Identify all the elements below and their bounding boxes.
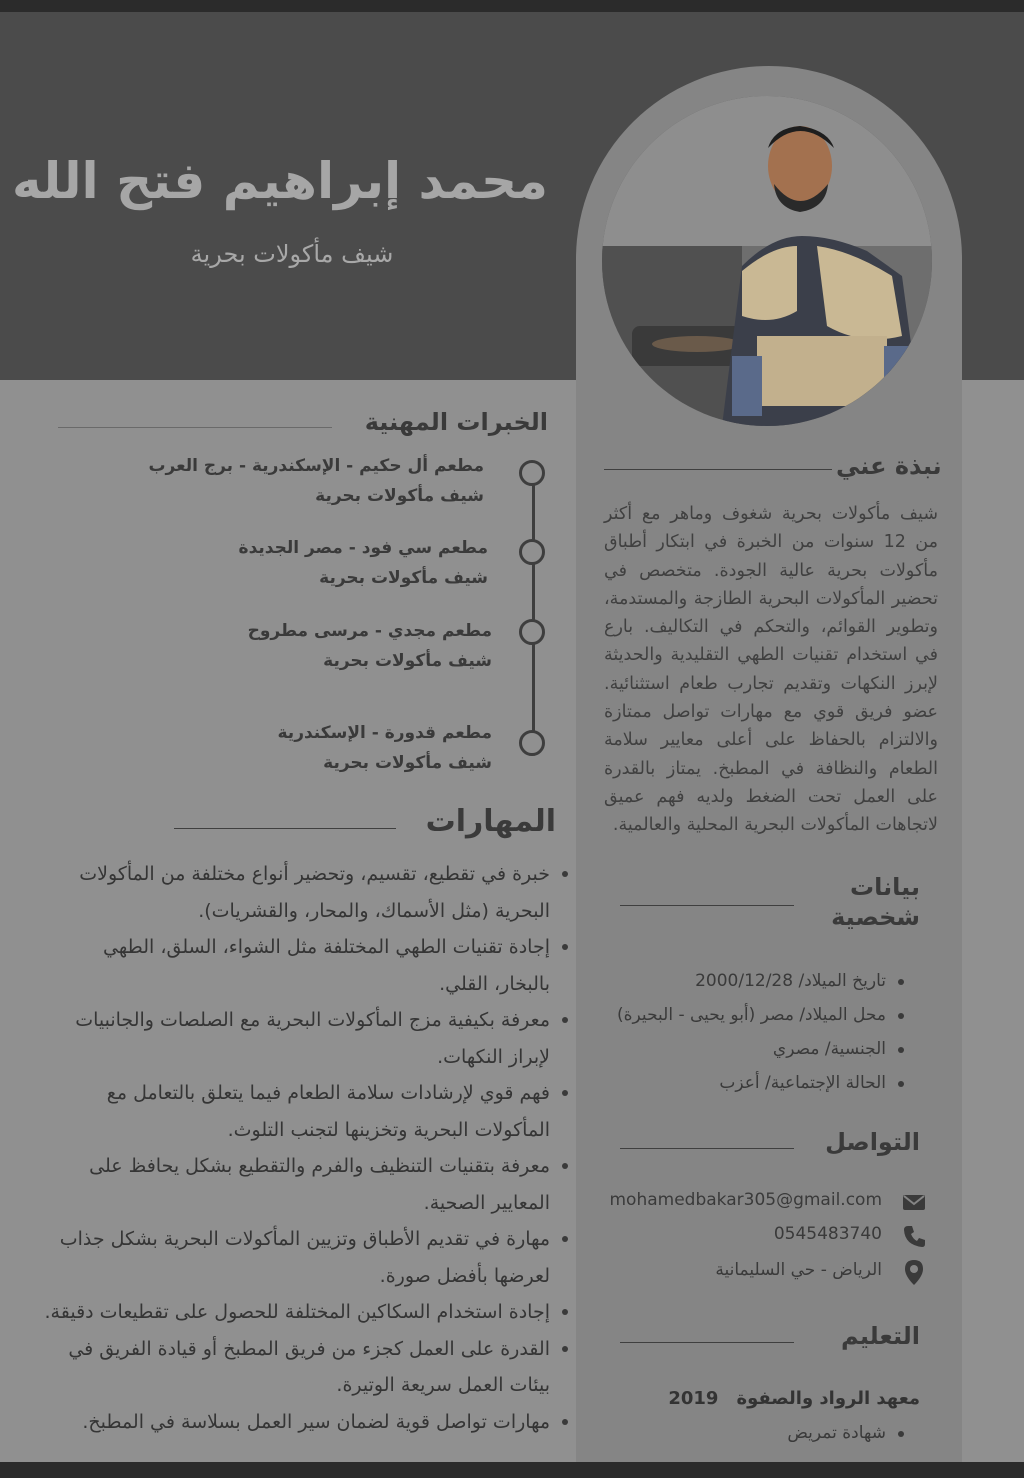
candidate-name: محمد إبراهيم فتح الله — [12, 152, 548, 210]
timeline-dot — [519, 619, 545, 645]
top-edge-bar — [0, 0, 1024, 12]
personal-title-line1: بيانات — [850, 873, 920, 901]
contact-title: التواصل — [825, 1128, 920, 1156]
contact-email[interactable]: mohamedbakar305@gmail.com — [609, 1190, 882, 1210]
timeline-dot — [519, 460, 545, 486]
skills-list — [42, 856, 572, 1440]
job-place: مطعم أل حكيم - الإسكندرية - برج العرب — [148, 456, 484, 476]
about-text: شيف مأكولات بحرية شغوف وماهر مع أكثر من 12 سنوات من الخبرة في ابتكار أطباق مأكولات بحرية عالية الجودة. متخصص في تحضير المأكولات البحرية الطازجة والمستدمة، وتطوير القوائم، والتحكم في التكاليف. بارع في استخدام تقنيات الطهي التقليدية والحديثة لإبرز النكهات وتقديم تجارب طعام استثنائية. عضو فريق قوي مع مهارات تواصل ممتازة والالتزام بالحفاظ على أعلى معايير سلامة الطعام والنظافة في المطبخ. يمتاز بالقدرة على العمل تحت الضغط ولديه فهم عميق لاتجاهات المأكولات البحرية المحلية والعالمية. — [604, 504, 938, 836]
contact-address-row — [610, 1256, 930, 1290]
job-role: شيف مأكولات بحرية — [323, 753, 492, 773]
personal-marital-status: الحالة الإجتماعية/ أعزب — [578, 1068, 908, 1102]
personal-nationality: الجنسية/ مصري — [578, 1034, 908, 1068]
skill-item: خبرة في تقطيع، تقسيم، وتحضير أنواع مختلفة من المأكولات البحرية (مثل الأسماك، والمحار، والقشريات). — [42, 856, 572, 929]
skill-item: القدرة على العمل كجزء من فريق المطبخ أو قيادة الفريق في بيئات العمل سريعة الوتيرة. — [42, 1331, 572, 1404]
phone-icon — [900, 1222, 928, 1250]
contact-phone-row[interactable] — [610, 1220, 930, 1254]
experience-item — [239, 538, 488, 588]
education-title: التعليم — [841, 1322, 920, 1350]
timeline-dot — [519, 539, 545, 565]
skill-item: فهم قوي لإرشادات سلامة الطعام فيما يتعلق بالتعامل مع المأكولات البحرية وتخزينها لتجنب التلوث. — [42, 1075, 572, 1148]
skill-item: معرفة بتقنيات التنظيف والفرم والتقطيع بشكل يحافظ على المعايير الصحية. — [42, 1148, 572, 1221]
education-list — [708, 1418, 908, 1448]
education-institute: معهد الرواد والصفوة — [736, 1388, 920, 1409]
personal-birthplace: محل الميلاد/ مصر (أبو يحيى - البحيرة) — [578, 1000, 908, 1034]
contact-email-row[interactable] — [610, 1186, 930, 1220]
skill-item: إجادة تقنيات الطهي المختلفة مثل الشواء، السلق، الطهي بالبخار، القلي. — [42, 929, 572, 1002]
timeline-dot — [519, 730, 545, 756]
education-year: 2019 — [668, 1388, 719, 1409]
experience-item — [248, 621, 492, 671]
experience-title-rule — [58, 427, 332, 428]
skill-item: مهارة في تقديم الأطباق وتزيين المأكولات البحرية بشكل جذاب لعرضها بأفضل صورة. — [42, 1221, 572, 1294]
experience-title: الخبرات المهنية — [364, 408, 548, 436]
skill-item: إجادة استخدام السكاكين المختلفة للحصول على تقطيعات دقيقة. — [42, 1294, 572, 1331]
job-title: شيف مأكولات بحرية — [190, 240, 394, 268]
personal-birthdate: تاريخ الميلاد/ 2000/12/28 — [578, 966, 908, 1000]
skills-title: المهارات — [425, 804, 556, 839]
timeline-line — [532, 473, 535, 743]
education-certificate: شهادة تمريض — [708, 1418, 908, 1448]
job-place: مطعم مجدي - مرسى مطروح — [247, 621, 492, 641]
about-title-rule — [604, 469, 832, 470]
skills-title-rule — [174, 828, 396, 829]
personal-list — [578, 966, 908, 1102]
personal-title-rule — [620, 905, 794, 906]
contact-title-rule — [620, 1148, 794, 1149]
job-role: شيف مأكولات بحرية — [315, 486, 484, 506]
about-title: نبذة عني — [836, 452, 942, 480]
job-role: شيف مأكولات بحرية — [323, 651, 492, 671]
chef-portrait-photo — [602, 96, 932, 426]
envelope-icon — [900, 1188, 928, 1216]
job-place: مطعم قدورة - الإسكندرية — [277, 723, 492, 743]
education-title-rule — [620, 1342, 794, 1343]
contact-address: الرياض - حي السليمانية — [715, 1260, 882, 1280]
experience-item — [278, 723, 493, 773]
experience-item — [148, 456, 484, 506]
contact-phone[interactable]: 0545483740 — [773, 1224, 882, 1244]
skill-item: معرفة بكيفية مزج المأكولات البحرية مع الصلصات والجانبيات لإبراز النكهات. — [42, 1002, 572, 1075]
profile-photo — [602, 96, 932, 426]
skill-item: مهارات تواصل قوية لضمان سير العمل بسلاسة في المطبخ. — [42, 1404, 572, 1441]
education-entry — [650, 1388, 920, 1409]
personal-title — [831, 872, 920, 932]
personal-title-line2: شخصية — [831, 903, 920, 931]
job-role: شيف مأكولات بحرية — [319, 568, 488, 588]
bottom-edge-bar — [0, 1462, 1024, 1478]
job-place: مطعم سي فود - مصر الجديدة — [238, 538, 488, 558]
location-pin-icon — [900, 1258, 928, 1286]
